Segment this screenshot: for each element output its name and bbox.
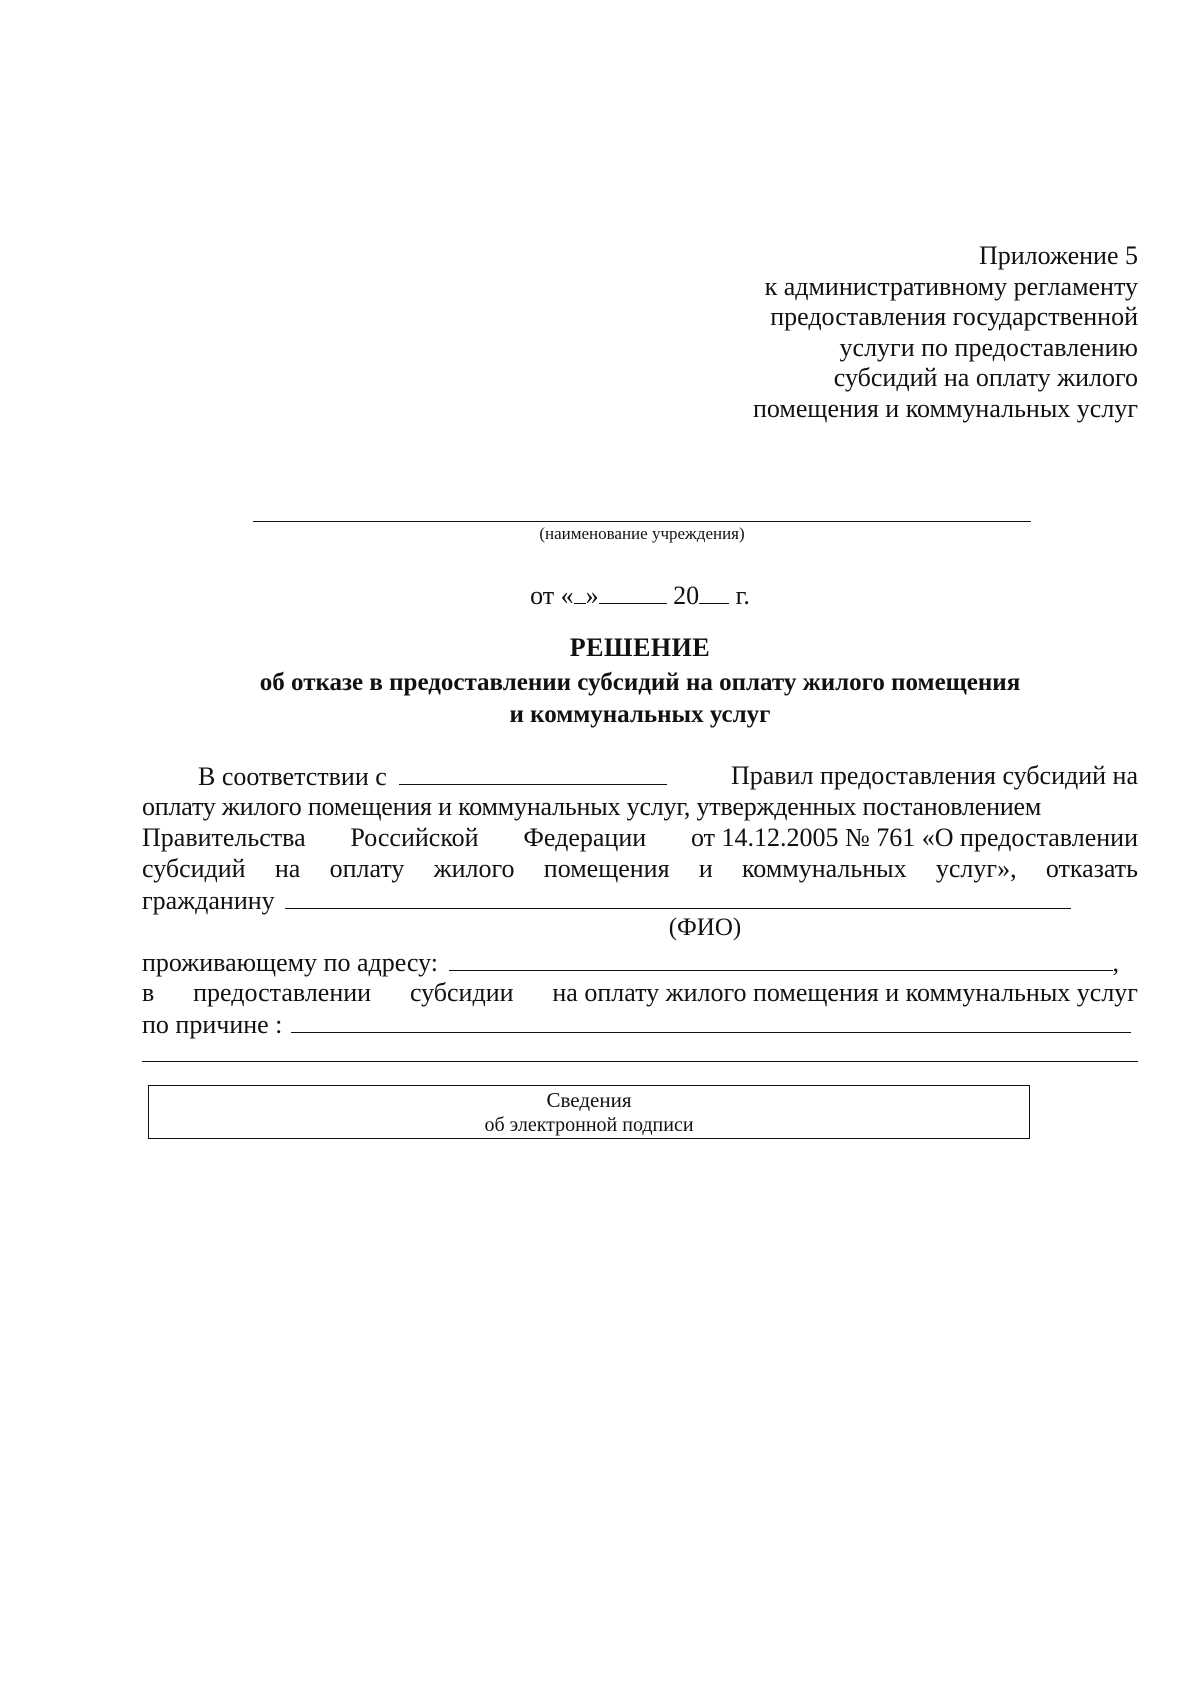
document-body [142, 760, 1138, 1039]
appendix-header [578, 241, 1138, 424]
address-blank [449, 946, 1113, 971]
signature-line-1: Сведения [546, 1088, 632, 1112]
body-word: на оплату жилого помещения и коммунальных услуг [552, 978, 1138, 1007]
body-word: услуг», [935, 854, 1017, 883]
body-word: помещения [543, 854, 670, 883]
appendix-line: к административному регламенту [764, 271, 1138, 301]
electronic-signature-box [148, 1085, 1030, 1139]
subtitle-line-2: и коммунальных услуг [509, 701, 771, 728]
body-word: коммунальных [742, 854, 907, 883]
institution-blank-line [253, 521, 1031, 522]
body-line-6 [142, 946, 1138, 977]
body-word: на [274, 854, 301, 883]
body-line-7 [142, 977, 1138, 1008]
body-text: проживающему по адресу: [142, 948, 439, 977]
body-word: оплату [329, 854, 405, 883]
appendix-line: помещения и коммунальных услуг [753, 393, 1138, 423]
body-line-1 [142, 760, 1138, 791]
citizen-name-blank [285, 884, 1071, 909]
body-line-8 [142, 1008, 1138, 1039]
body-text: В соответствии с [198, 762, 387, 791]
appendix-line: предоставления государственной [770, 302, 1138, 331]
body-word: субсидий [142, 854, 246, 883]
body-line-2: оплату жилого помещения и коммунальных услуг, утвержденных постановлением [142, 792, 1042, 821]
body-line-5 [142, 884, 1138, 915]
body-word: субсидии [409, 978, 514, 1007]
reason-blank [291, 1008, 1131, 1033]
year-suffix: г. [735, 581, 750, 610]
body-word: Правительства [142, 823, 306, 852]
month-blank [599, 581, 667, 604]
body-text: по причине : [142, 1010, 283, 1039]
reason-continuation-line [142, 1061, 1138, 1062]
appendix-line: субсидий на оплату жилого [833, 363, 1138, 392]
appendix-line: Приложение 5 [978, 241, 1138, 270]
body-line-3 [142, 822, 1138, 853]
day-blank [574, 581, 586, 604]
body-word: отказать [1045, 854, 1138, 883]
year-prefix: 20 [673, 581, 700, 610]
body-text: гражданину [142, 886, 275, 915]
body-word: жилого [433, 854, 515, 883]
body-word: и [698, 854, 713, 883]
signature-line-2: об электронной подписи [484, 1114, 694, 1136]
document-subtitle [0, 667, 1200, 731]
institution-caption: (наименование учреждения) [539, 524, 745, 543]
body-word: Федерации [523, 823, 647, 852]
regulation-point-blank [399, 760, 667, 785]
body-word: Российской [350, 823, 479, 852]
body-line-4 [142, 853, 1138, 884]
appendix-line: услуги по предоставлению [839, 332, 1138, 362]
fio-caption: (ФИО) [668, 914, 742, 941]
body-word: предоставлении [193, 978, 372, 1007]
body-text: , [1112, 948, 1120, 977]
subtitle-line-1: об отказе в предоставлении субсидий на оплату жилого помещения [259, 669, 1021, 696]
body-word: от 14.12.2005 № 761 «О предоставлении [690, 823, 1138, 852]
body-word: в [142, 978, 155, 1007]
body-text: Правил предоставления субсидий на [730, 761, 1138, 790]
date-quote-end: » [585, 581, 599, 610]
date-prefix: от « [530, 581, 574, 610]
date-line [0, 581, 1200, 611]
document-title: РЕШЕНИЕ [569, 633, 711, 662]
year-blank [699, 581, 729, 604]
